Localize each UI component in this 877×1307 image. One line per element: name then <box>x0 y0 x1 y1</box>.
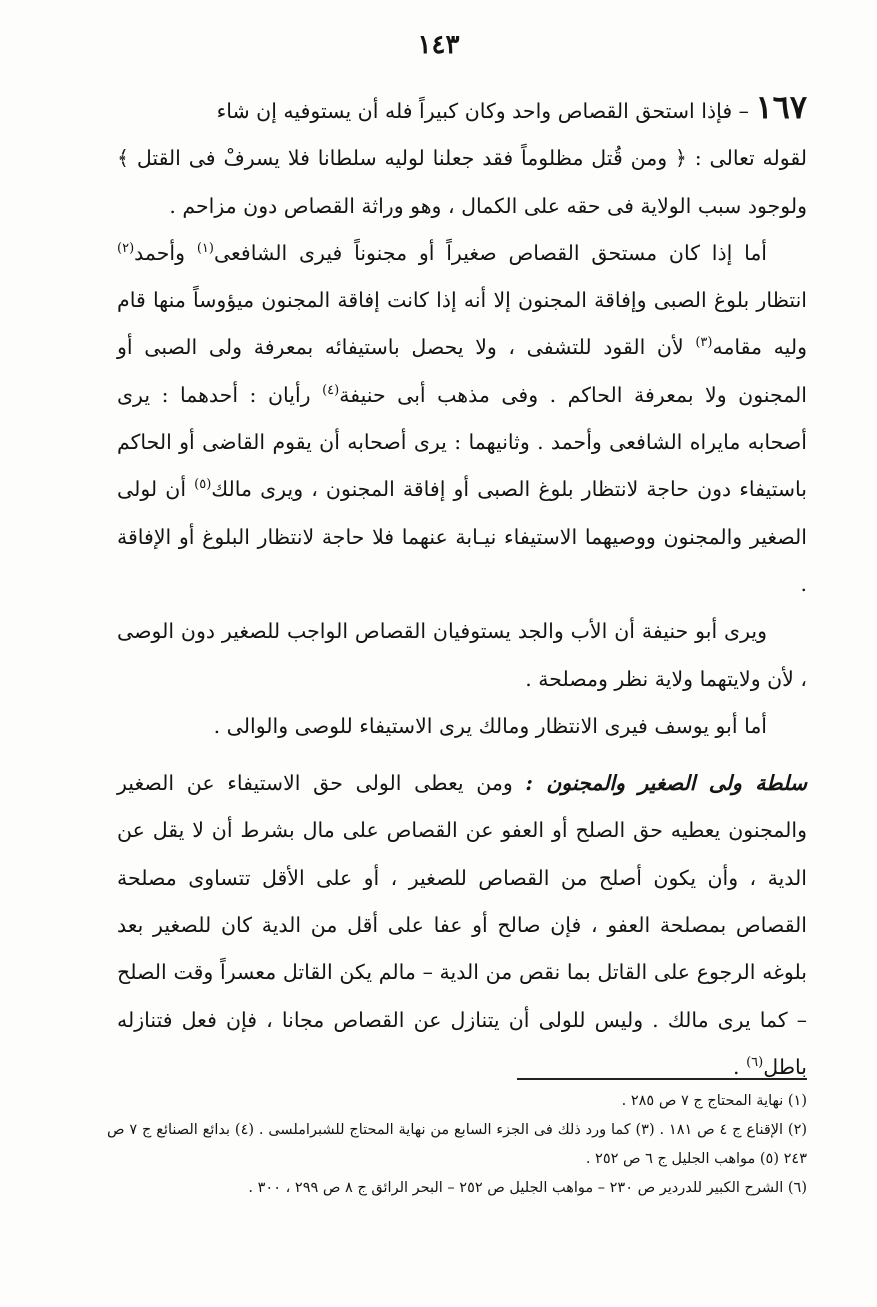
section-heading-line <box>117 84 807 135</box>
paragraph-2-text-e: رأيان : أحدهما : يرى أصحابه مايراه الشافعى وأحمد . وثانيهما : يرى أصحابه أن يقوم القاضى أو الحاكم باستيفاء دون حاجة لانتظار بلوغ الصبى أو إفاقة المجنون ، ويرى مالك <box>117 382 808 502</box>
paragraph-5-text-a: ومن يعطى الولى حق الاستيفاء عن الصغير والمجنون يعطيه حق الصلح أو العفو عن القصاص على مال بشرط أن لا يقل عن الدية ، وأن يكون أصلح من القصاص للصغير ، أو على الأقل تتساوى مصلحة القصاص بمصلحة العفو ، فإن صالح أو عفا على أقل من الدية كان للصغير بعد بلوغه الرجوع على القاتل بما نقص من الدية – مالم يكن القاتل معسراً وقت الصلح – كما يرى مالك . وليس للولى أن يتنازل عن القصاص مجانا ، فإن فعل فتنازله باطل <box>117 771 807 1079</box>
paragraph-1: لقوله تعالى : ﴿ ومن قُتل مظلوماً فقد جعلنا لوليه سلطانا فلا يسرفْ فى القتل ﴾ ولوجود سبب الولاية فى حقه على الكمال ، وهو وراثة القصاص دون مزاحم . <box>117 146 807 218</box>
footnote-6: (٦) الشرح الكبير للدردير ص ٢٣٠ – مواهب الجليل ص ٢٥٢ – البحر الرائق ج ٨ ص ٢٩٩ ، ٣٠٠ . <box>248 1180 807 1196</box>
page-number: ١٤٣ <box>417 30 460 60</box>
paragraph-2-text-a: أما إذا كان مستحق القصاص صغيراً أو مجنوناً فيرى الشافعى <box>213 240 767 265</box>
footnote-ref-3: (٣) <box>695 335 713 351</box>
footnote-2-5: (٢) الإقناع ج ٤ ص ١٨١ . (٣) كما ورد ذلك فى الجزء السابع من نهاية المحتاج للشبراملسى . (٤) بدائع الصنائع ج ٧ ص ٢٤٣ (٥) مواهب الجليل ج ٦ ص ٢٥٢ . <box>107 1122 808 1167</box>
paragraph-2 <box>117 230 807 608</box>
footnote-ref-6: (٦) <box>746 1055 764 1071</box>
footnote-divider <box>517 1078 807 1080</box>
section-heading-text: – فإذا استحق القصاص واحد وكان كبيراً فله أن يستوفيه إن شاء <box>216 99 749 123</box>
side-heading: سلطة ولى الصغير والمجنون : <box>525 771 807 796</box>
paragraph-2-text-b: وأحمد <box>134 240 197 265</box>
section-number: ١٦٧ <box>755 88 807 126</box>
paragraph-5-text-b: . <box>733 1054 747 1079</box>
paragraph-3: ويرى أبو حنيفة أن الأب والجد يستوفيان القصاص الواجب للصغير دون الوصى ، لأن ولايتهما ولاية نظر ومصلحة . <box>117 619 807 691</box>
footnotes <box>107 1087 807 1203</box>
body-text <box>117 84 807 1091</box>
paragraph-2-text-d: لأن القود للتشفى ، ولا يحصل باستيفائه بمعرفة ولى الصبى أو المجنون ولا بمعرفة الحاكم . وفى مذهب أبى حنيفة <box>117 335 807 407</box>
footnote-ref-2: (٢) <box>117 241 135 257</box>
paragraph-2-text-c: انتظار بلوغ الصبى وإفاقة المجنون إلا أنه إذا كانت إفاقة المجنون ميؤوساً منها قام وليه مقامه <box>117 288 807 360</box>
paragraph-2-text-f: أن لولى الصغير والمجنون ووصيهما الاستيفاء نيـابة عنهما فلا حاجة لانتظار البلوغ أو الإفاقة . <box>117 477 807 596</box>
footnote-ref-5: (٥) <box>194 477 212 493</box>
footnote-ref-4: (٤) <box>322 382 340 398</box>
paragraph-5 <box>117 760 807 1091</box>
paragraph-4: أما أبو يوسف فيرى الانتظار ومالك يرى الاستيفاء للوصى والوالى . <box>213 713 767 738</box>
footnote-ref-1: (١) <box>196 241 214 257</box>
footnote-1: (١) نهاية المحتاج ج ٧ ص ٢٨٥ . <box>621 1093 807 1109</box>
